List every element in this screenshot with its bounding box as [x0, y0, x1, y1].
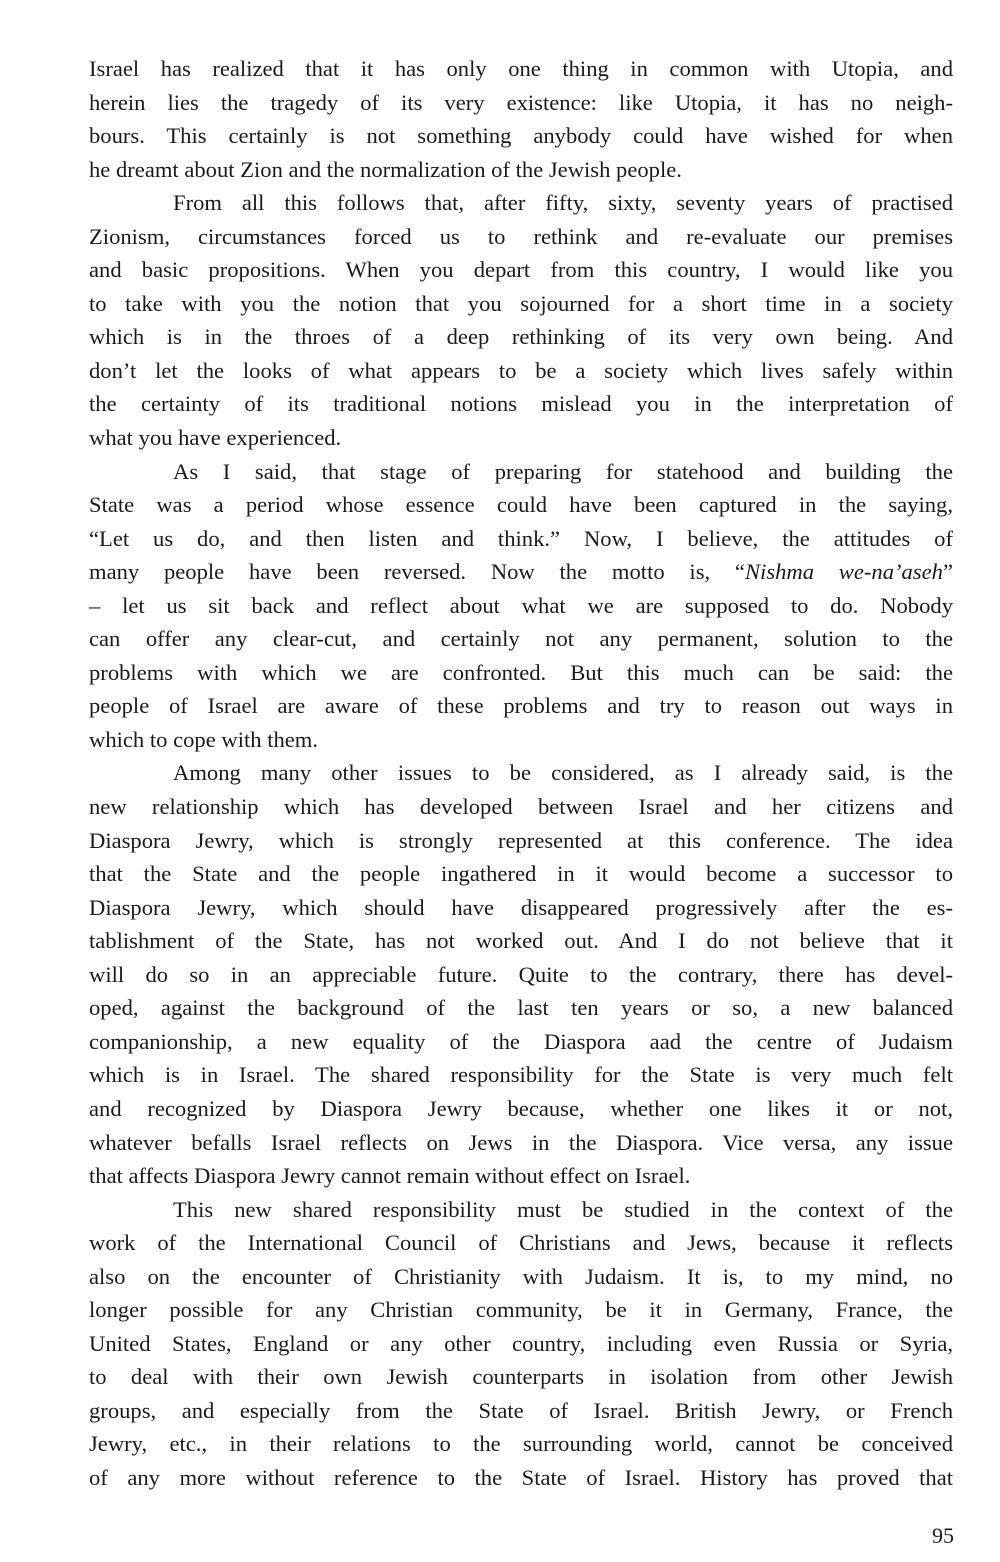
text-line: Diaspora Jewry, which is strongly represented at this conference. The idea — [89, 827, 953, 853]
text-line: which is in Israel. The shared responsibility for the State is very much felt — [89, 1062, 953, 1088]
text-line: Diaspora Jewry, which should have disappeared progressively after the es- — [89, 894, 953, 920]
text-line: herein lies the tragedy of its very existence: like Utopia, it has no neigh- — [89, 89, 953, 115]
text-line: will do so in an appreciable future. Quite to the contrary, there has devel- — [89, 961, 953, 987]
text-line: work of the International Council of Christians and Jews, because it reflects — [89, 1230, 953, 1256]
text-line: don’t let the looks of what appears to be a society which lives safely within — [89, 357, 953, 383]
text-line: problems with which we are confronted. But this much can be said: the — [89, 659, 953, 685]
text-line: United States, England or any other country, including even Russia or Syria, — [89, 1330, 953, 1356]
text-line: whatever befalls Israel reflects on Jews in the Diaspora. Vice versa, any issue — [89, 1129, 953, 1155]
text-line: he dreamt about Zion and the normalization of the Jewish people. — [89, 156, 682, 182]
text-line: State was a period whose essence could have been captured in the saying, — [89, 492, 953, 518]
text-line: As I said, that stage of preparing for statehood and building the — [173, 458, 953, 484]
text-line: From all this follows that, after fifty, sixty, seventy years of practised — [173, 190, 953, 216]
text-line: groups, and especially from the State of Israel. British Jewry, or French — [89, 1397, 953, 1423]
text-line: that affects Diaspora Jewry cannot remain without effect on Israel. — [89, 1163, 691, 1189]
text-line: bours. This certainly is not something anybody could have wished for when — [89, 123, 953, 149]
page-number: 95 — [932, 1523, 954, 1548]
text-line: many people have been reversed. Now the motto is, “Nishma we-na’aseh” — [89, 559, 953, 585]
text-line: longer possible for any Christian community, be it in Germany, France, the — [89, 1297, 953, 1323]
text-line: which to cope with them. — [89, 726, 319, 752]
text-line: – let us sit back and reflect about what we are supposed to do. Nobody — [89, 592, 953, 618]
text-line: Israel has realized that it has only one thing in common with Utopia, and — [89, 56, 953, 81]
text-line: Zionism, circumstances forced us to rethink and re-evaluate our premises — [89, 223, 953, 249]
text-line: of any more without reference to the State of Israel. History has proved that — [89, 1464, 953, 1490]
text-line: tablishment of the State, has not worked out. And I do not believe that it — [89, 928, 953, 954]
text-line: what you have experienced. — [89, 425, 342, 451]
body-text — [89, 52, 953, 1495]
text-line: to take with you the notion that you sojourned for a short time in a society — [89, 290, 953, 316]
text-line: Jewry, etc., in their relations to the surrounding world, cannot be conceived — [89, 1431, 953, 1457]
text-line: which is in the throes of a deep rethinking of its very own being. And — [89, 324, 953, 350]
text-line: oped, against the background of the last ten years or so, a new balanced — [89, 995, 953, 1021]
text-line: This new shared responsibility must be studied in the context of the — [173, 1196, 953, 1222]
text-line: Among many other issues to be considered, as I already said, is the — [173, 760, 953, 786]
text-line: companionship, a new equality of the Diaspora aad the centre of Judaism — [89, 1028, 953, 1054]
text-line: that the State and the people ingathered in it would become a successor to — [89, 861, 953, 887]
text-line: people of Israel are aware of these problems and try to reason out ways in — [89, 693, 953, 719]
text-line: and recognized by Diaspora Jewry because, whether one likes it or not, — [89, 1095, 953, 1121]
text-line: “Let us do, and then listen and think.” Now, I believe, the attitudes of — [89, 525, 953, 551]
text-line: can offer any clear-cut, and certainly not any permanent, solution to the — [89, 626, 953, 652]
text-line: and basic propositions. When you depart from this country, I would like you — [89, 257, 953, 283]
text-line: to deal with their own Jewish counterparts in isolation from other Jewish — [89, 1364, 953, 1390]
text-line: the certainty of its traditional notions mislead you in the interpretation of — [89, 391, 953, 417]
text-line: also on the encounter of Christianity with Judaism. It is, to my mind, no — [89, 1263, 953, 1289]
text-line: new relationship which has developed between Israel and her citizens and — [89, 794, 953, 820]
